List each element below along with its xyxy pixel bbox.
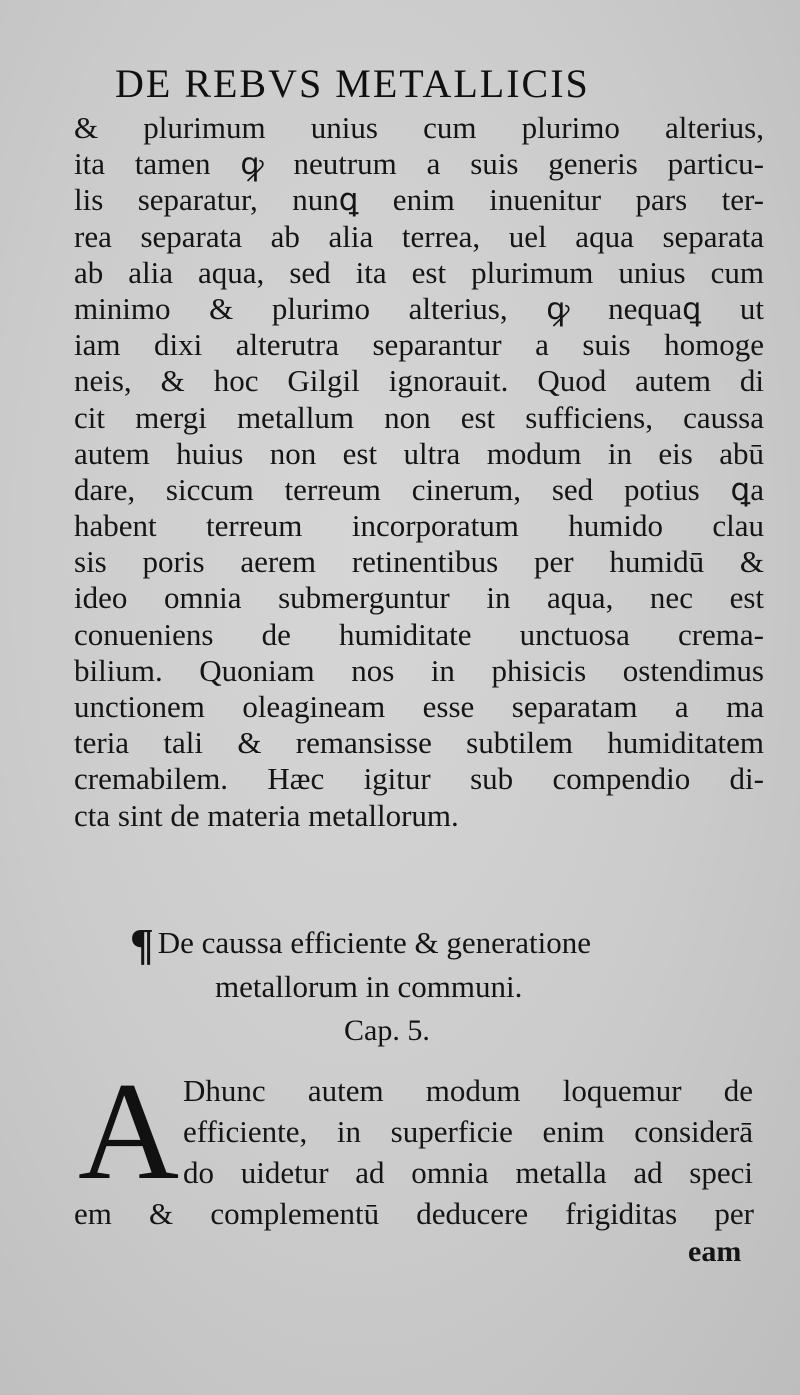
body-line: habent terreum incorporatum humido clau: [74, 508, 764, 544]
body-line: sis poris aerem retinentibus per humidū &: [74, 544, 764, 580]
body-line: neis, & hoc Gilgil ignorauit. Quod autem di: [74, 363, 764, 399]
body-line: rea separata ab alia terrea, uel aqua separata: [74, 218, 764, 254]
body-line: ita tamen ꝙ neutrum a suis generis particu-: [74, 146, 764, 182]
chapter-heading-text: De caussa efficiente & generatione: [157, 925, 591, 960]
body-line: conueniens de humiditate unctuosa crema-: [74, 616, 764, 652]
body-line: bilium. Quoniam nos in phisicis ostendimus: [74, 652, 764, 688]
body-line: autem huius non est ultra modum in eis abū: [74, 435, 764, 471]
body-text: [74, 110, 764, 834]
body-line: teria tali & remansisse subtilem humiditatem: [74, 725, 764, 761]
body-line: cit mergi metallum non est sufficiens, caussa: [74, 399, 764, 435]
drop-cap: A: [78, 1054, 180, 1209]
body-line: iam dixi alterutra separantur a suis homoge: [74, 327, 764, 363]
body-line: unctionem oleagineam esse separatam a ma: [74, 689, 764, 724]
chapter-number: Cap. 5.: [344, 1014, 430, 1047]
chapter-heading-line-2: metallorum in communi.: [215, 969, 523, 1004]
body-line: & plurimum unius cum plurimo alterius,: [74, 110, 764, 145]
body-line: minimo & plurimo alterius, ꝙ nequaꝗ ut: [74, 290, 764, 326]
running-head: DE REBVS METALLICIS: [115, 61, 590, 106]
chapter-text-full: [74, 1193, 754, 1234]
body-line: ab alia aqua, sed ita est plurimum unius cum: [74, 254, 764, 290]
chapter-heading-line-1: [130, 920, 591, 969]
body-line: lis separatur, nunꝗ enim inuenitur pars ter-: [74, 182, 764, 218]
body-line: cremabilem. Hæc igitur sub compendio di-: [74, 761, 764, 797]
chapter-line: efficiente, in superficie enim considerā: [183, 1114, 753, 1149]
chapter-line: em & complementū deducere frigiditas per: [74, 1196, 754, 1231]
pilcrow-icon: ¶: [130, 920, 154, 969]
body-line: ideo omnia submerguntur in aqua, nec est: [74, 580, 764, 616]
chapter-line: Dhunc autem modum loquemur de: [183, 1073, 753, 1108]
chapter-text-indented: [183, 1070, 753, 1193]
body-line: dare, siccum terreum cinerum, sed potius ꝗa: [74, 471, 764, 507]
catchword: eam: [688, 1235, 742, 1268]
body-line: cta sint de materia metallorum.: [74, 797, 459, 833]
chapter-line: do uidetur ad omnia metalla ad speci: [183, 1155, 753, 1190]
